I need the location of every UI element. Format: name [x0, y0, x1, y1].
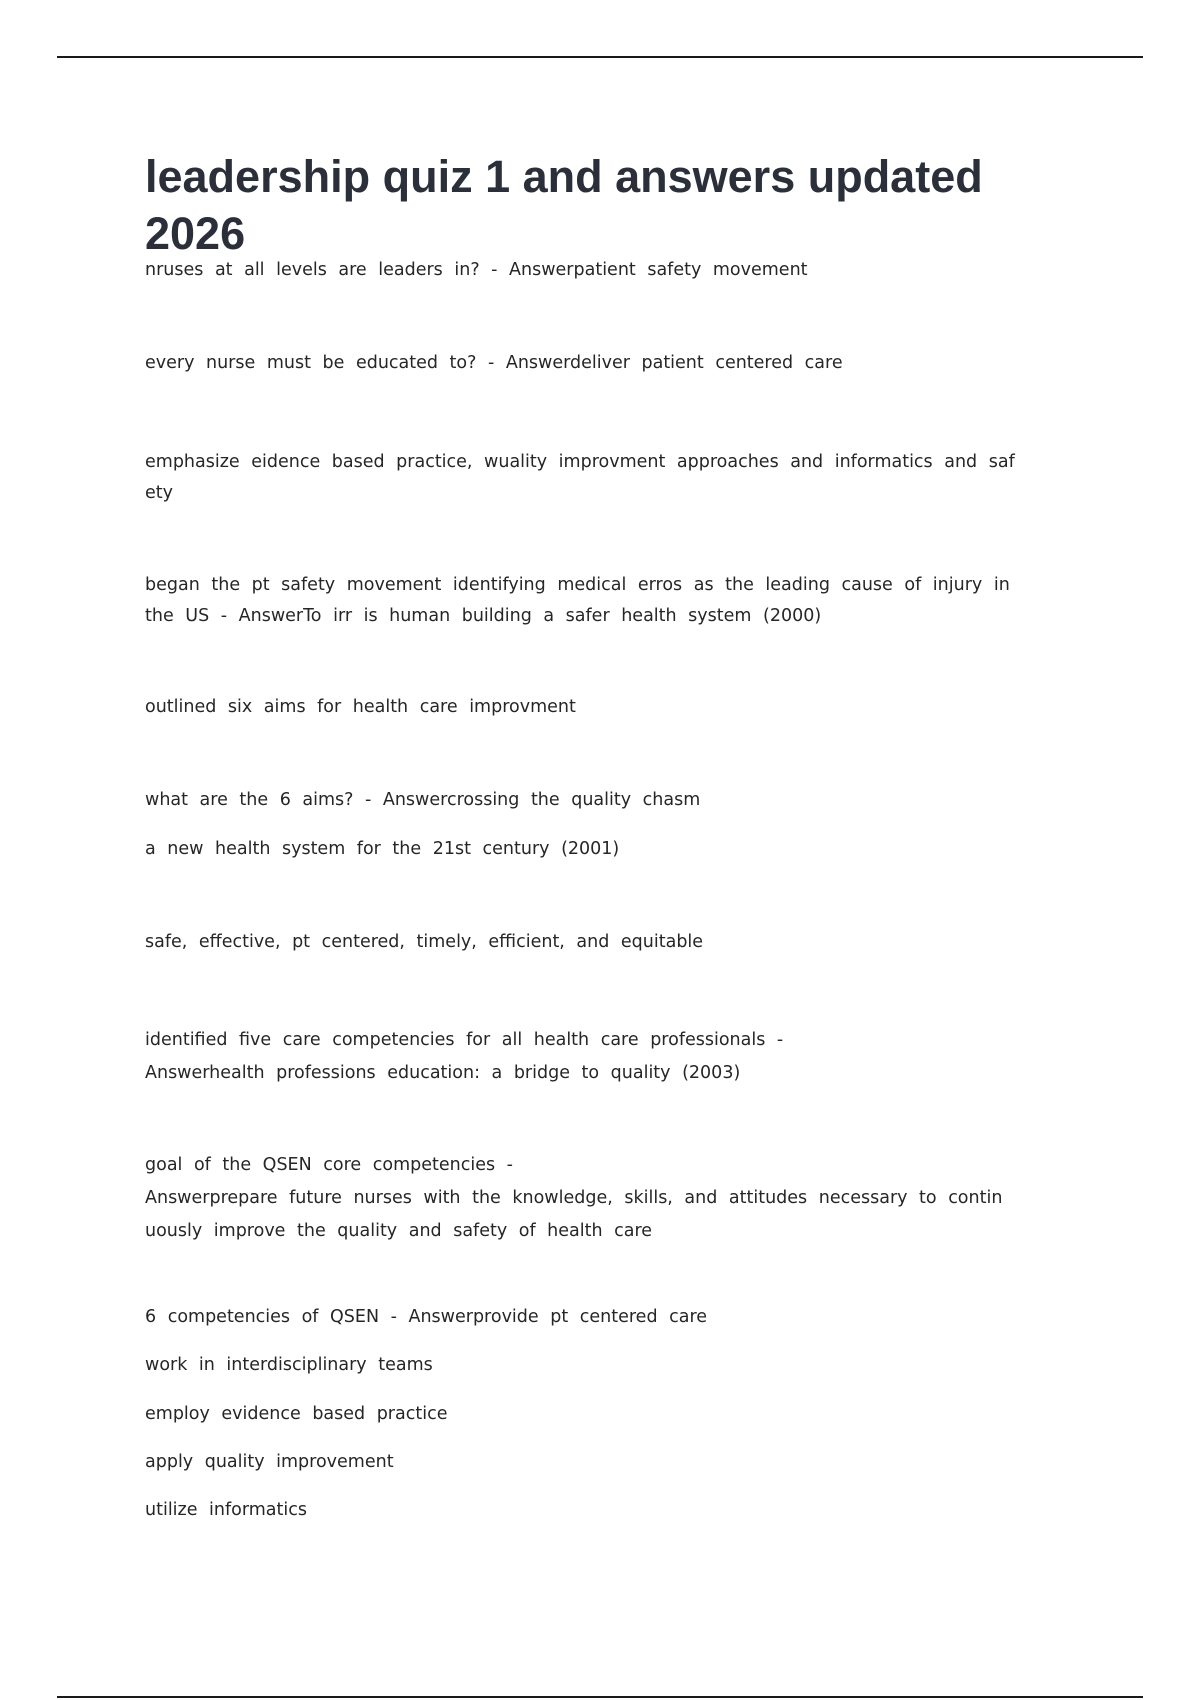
- qa-entry: work in interdisciplinary teams: [145, 1355, 433, 1375]
- qa-entry: began the pt safety movement identifying medical erros as the leading cause of injury in the US - AnswerTo irr is human building a safer health system (2000): [145, 575, 1010, 626]
- qa-entry: apply quality improvement: [145, 1452, 394, 1472]
- qa-entry: goal of the QSEN core competencies - Answerprepare future nurses with the knowledge, skills, and attitudes necessary to contin uously improve the quality and safety of health care: [145, 1155, 1003, 1241]
- qa-entry: utilize informatics: [145, 1500, 307, 1520]
- bottom-rule: [57, 1696, 1143, 1698]
- qa-entry: a new health system for the 21st century (2001): [145, 839, 620, 859]
- qa-entry: 6 competencies of QSEN - Answerprovide pt centered care: [145, 1307, 708, 1327]
- qa-entry: emphasize eidence based practice, wuality improvment approaches and informatics and saf ety: [145, 452, 1015, 503]
- document-title: leadership quiz 1 and answers updated 2026: [145, 151, 983, 259]
- qa-entry: safe, effective, pt centered, timely, efficient, and equitable: [145, 932, 704, 952]
- document-body: [145, 148, 1055, 262]
- qa-entry: what are the 6 aims? - Answercrossing the quality chasm: [145, 790, 701, 810]
- qa-entry: nruses at all levels are leaders in? - Answerpatient safety movement: [145, 260, 808, 280]
- qa-entry: outlined six aims for health care improvment: [145, 697, 576, 717]
- top-rule: [57, 56, 1143, 58]
- qa-entry: every nurse must be educated to? - Answerdeliver patient centered care: [145, 353, 843, 373]
- qa-entry: employ evidence based practice: [145, 1404, 448, 1424]
- qa-entry: identified five care competencies for all health care professionals - Answerhealth professions education: a bridge to quality (2003): [145, 1030, 784, 1083]
